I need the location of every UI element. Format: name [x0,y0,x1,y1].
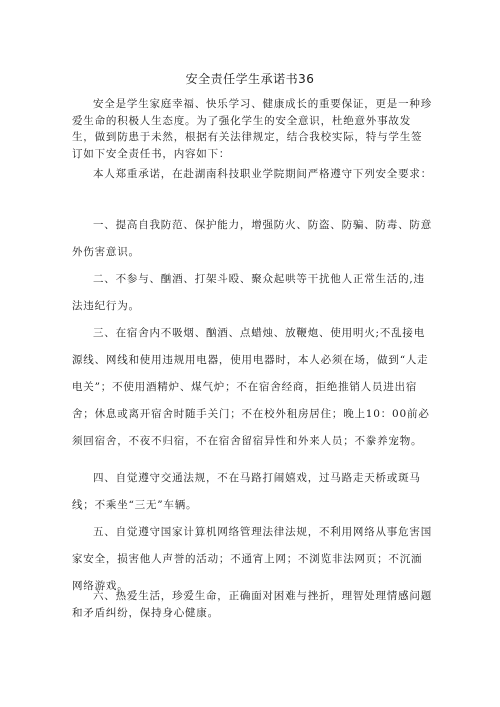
intro-paragraph: 安全是学生家庭幸福、快乐学习、健康成长的重要保证，更是一种珍爱生命的积极人生态度。为了强化学生的安全意识，杜绝意外事故发生，做到防患于未然，根据有关法律规定，结合我校实际，特与学生签订如下安全责任书，内容如下： [72,98,432,160]
pledge-paragraph: 本人郑重承诺，在赴湖南科技职业学院期间严格遵守下列安全要求： [93,168,432,180]
rule-item-3: 三、在宿舍内不吸烟、酗酒、点蜡烛、放鞭炮、使用明火;不乱接电源线、网线和使用违规用电器，使用电器时，本人必须在场，做到“人走电关”；不使用酒精炉、煤气炉；不在宿舍经商，拒绝推销人员进出宿舍；休息或离开宿舍时随手关门；不在校外租房居住；晚上10：00前必须回宿舍，不夜不归宿，不在宿舍留宿异性和外来人员；不豢养宠物。 [72,327,430,447]
rule-item-4: 四、自觉遵守交通法规，不在马路打闹嬉戏，过马路走天桥或斑马线；不乘坐“三无”车辆。 [72,472,421,511]
rule-item-2: 二、不参与、酗酒、打架斗殴、聚众起哄等干扰他人正常生活的,违法违纪行为。 [72,273,425,312]
rule-item-1: 一、提高自我防范、保护能力，增强防火、防盗、防骗、防毒、防意外伤害意识。 [72,219,432,258]
rule-item-5: 五、自觉遵守国家计算机网络管理法律法规，不利用网络从事危害国家安全，损害他人声誉的活动；不通宵上网；不浏览非法网页；不沉湎网络游戏。 [72,526,432,592]
rule-item-6: 六、热爱生活，珍爱生命，正确面对困难与挫折，理智处理情感问题和矛盾纠纷，保持身心健康。 [72,590,432,619]
document-title: 安全责任学生承诺书36 [185,72,315,86]
